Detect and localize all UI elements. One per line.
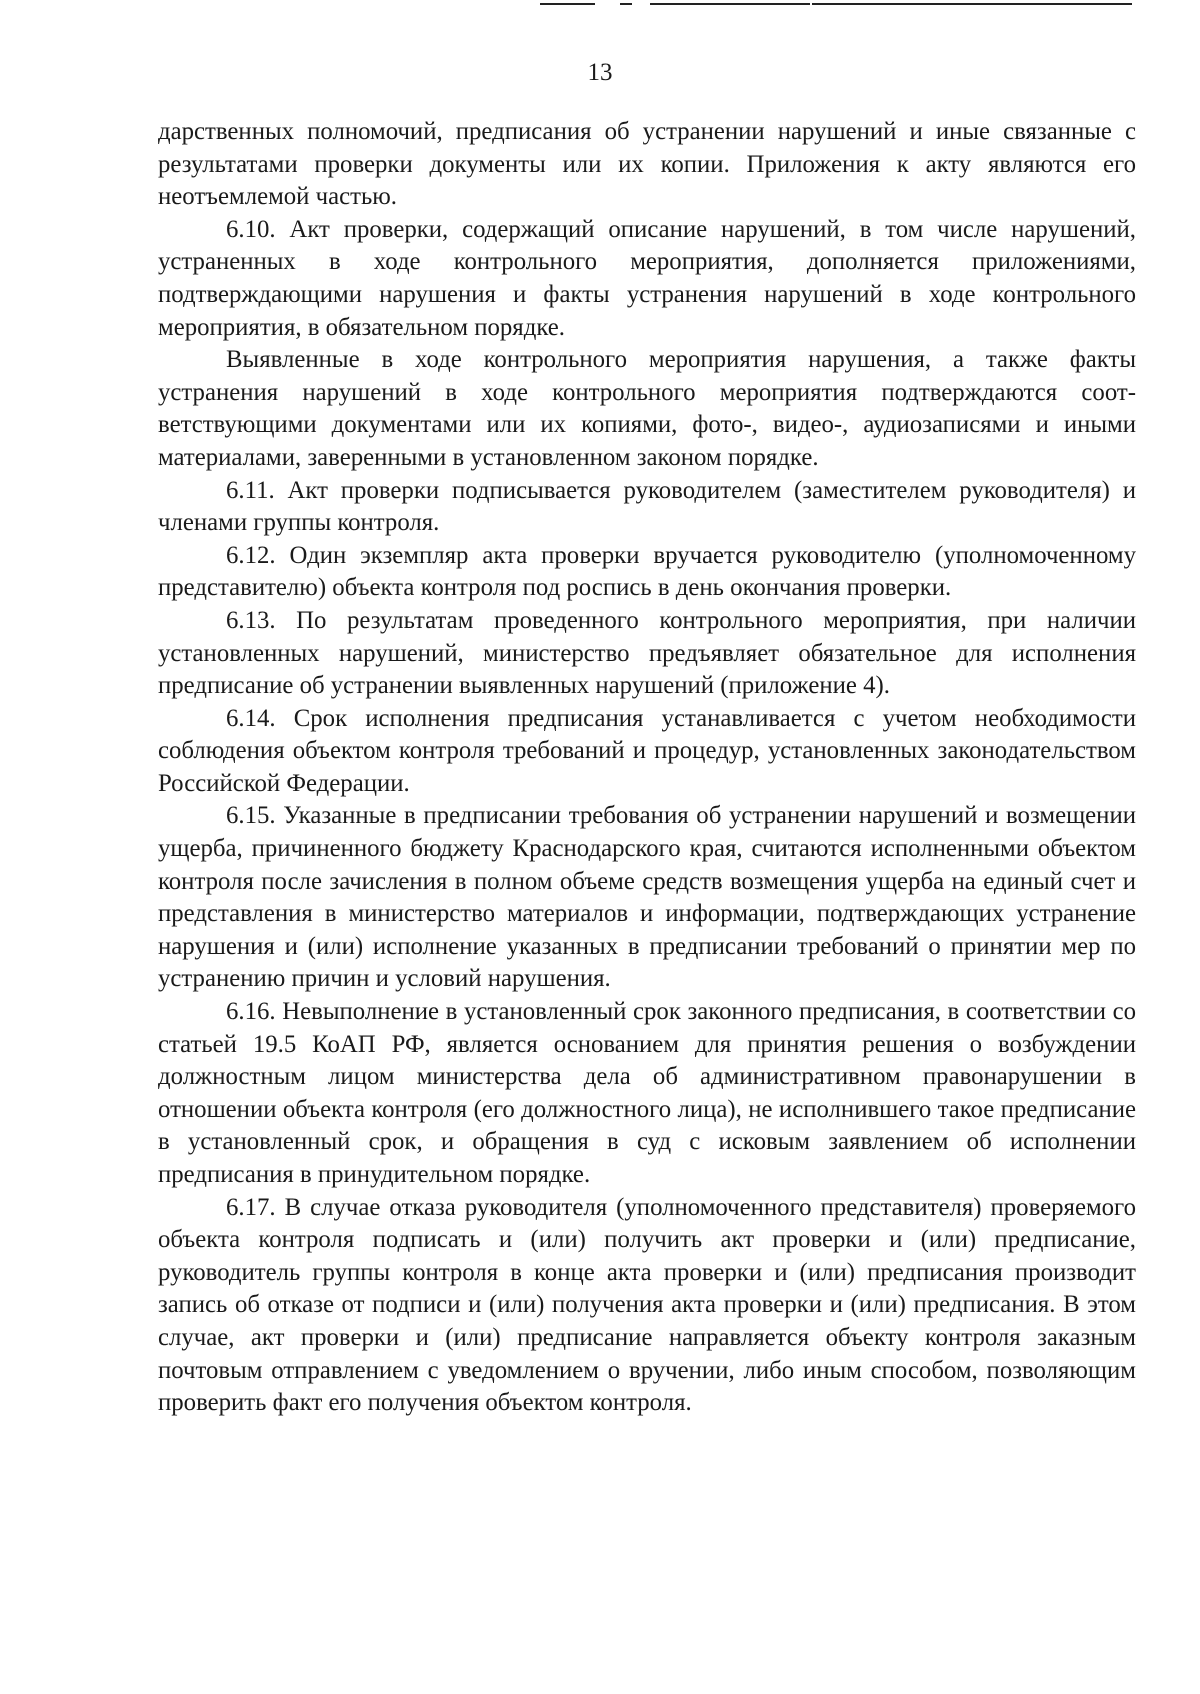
scan-artifact-lines	[0, 0, 1200, 12]
paragraph-6-13: 6.13. По результатам проведенного контрольного мероприятия, при наличии установленных нарушений, министерство предъявляет обязательное для исполнения предписание об устранении выявленных нарушений (приложение 4).	[158, 606, 1136, 700]
document-body	[158, 116, 1136, 1420]
scan-line	[812, 3, 1132, 5]
scan-line	[650, 3, 810, 5]
paragraph-violations-confirmation: Выявленные в ходе контрольного мероприятия нарушения, а также факты устранения нарушений в ходе контрольного мероприятия подтверждаются соответствующими документами или их копиями, фото-, видео-, аудиозаписями и иными материалами, заверенными в установленном законом порядке.	[158, 346, 1136, 471]
paragraph-6-15: 6.15. Указанные в предписании требования об устранении нарушений и возмещении ущерба, причиненного бюджету Краснодарского края, считаются исполненными объектом контроля после зачисления в полном объеме средств возмещения ущерба на единый счет и представления в министерство материалов и информации, подтверждающих устранение нарушения и (или) исполнение указанных в предписании требований о принятии мер по устранению причин и условий нарушения.	[158, 802, 1136, 993]
scan-line	[620, 3, 632, 5]
scan-line	[540, 3, 595, 5]
page-number: 13	[587, 59, 613, 86]
paragraph-6-11: 6.11. Акт проверки подписывается руководителем (заместителем руководителя) и членами группы контроля.	[158, 476, 1136, 537]
paragraph-6-14: 6.14. Срок исполнения предписания устанавливается с учетом необходимости соблюдения объектом контроля требований и процедур, установленных законодательством Российской Федерации.	[158, 704, 1136, 797]
paragraph-6-10: 6.10. Акт проверки, содержащий описание нарушений, в том числе нарушений, устраненных в ходе контрольного мероприятия, дополняется приложениями, подтверждающими нарушения и факты устранения нарушений в ходе контрольного мероприятия, в обязательном порядке.	[158, 215, 1136, 341]
paragraph-continuation: дарственных полномочий, предписания об устранении нарушений и иные связанные с результатами проверки документы или их копии. Приложения к акту являются его неотъемлемой частью.	[158, 118, 1136, 211]
paragraph-6-17: 6.17. В случае отказа руководителя (уполномоченного представителя) проверяемого объекта контроля подписать и (или) получить акт проверки и (или) предписание, руководитель группы контроля в конце акта проверки и (или) предписания производит запись об отказе от подписи и (или) получения акта проверки и (или) предписания. В этом случае, акт проверки и (или) предписание направляется объекту контроля заказным почтовым отправлением с уведомлением о вручении, либо иным способом, позволяющим проверить факт его получения объектом контроля.	[158, 1193, 1136, 1417]
paragraph-6-16: 6.16. Невыполнение в установленный срок законного предписания, в соответствии со статьей 19.5 КоАП РФ, является основанием для принятия решения о возбуждении должностным лицом министерства дела об административном правонарушении в отношении объекта контроля (его должностного лица), не исполнившего такое предписание в установленный срок, и обращения в суд с исковым заявлением об исполнении предписания в принудительном порядке.	[158, 998, 1136, 1188]
paragraph-6-12: 6.12. Один экземпляр акта проверки вручается руководителю (уполномоченному представителю) объекта контроля под роспись в день окончания проверки.	[158, 541, 1136, 602]
